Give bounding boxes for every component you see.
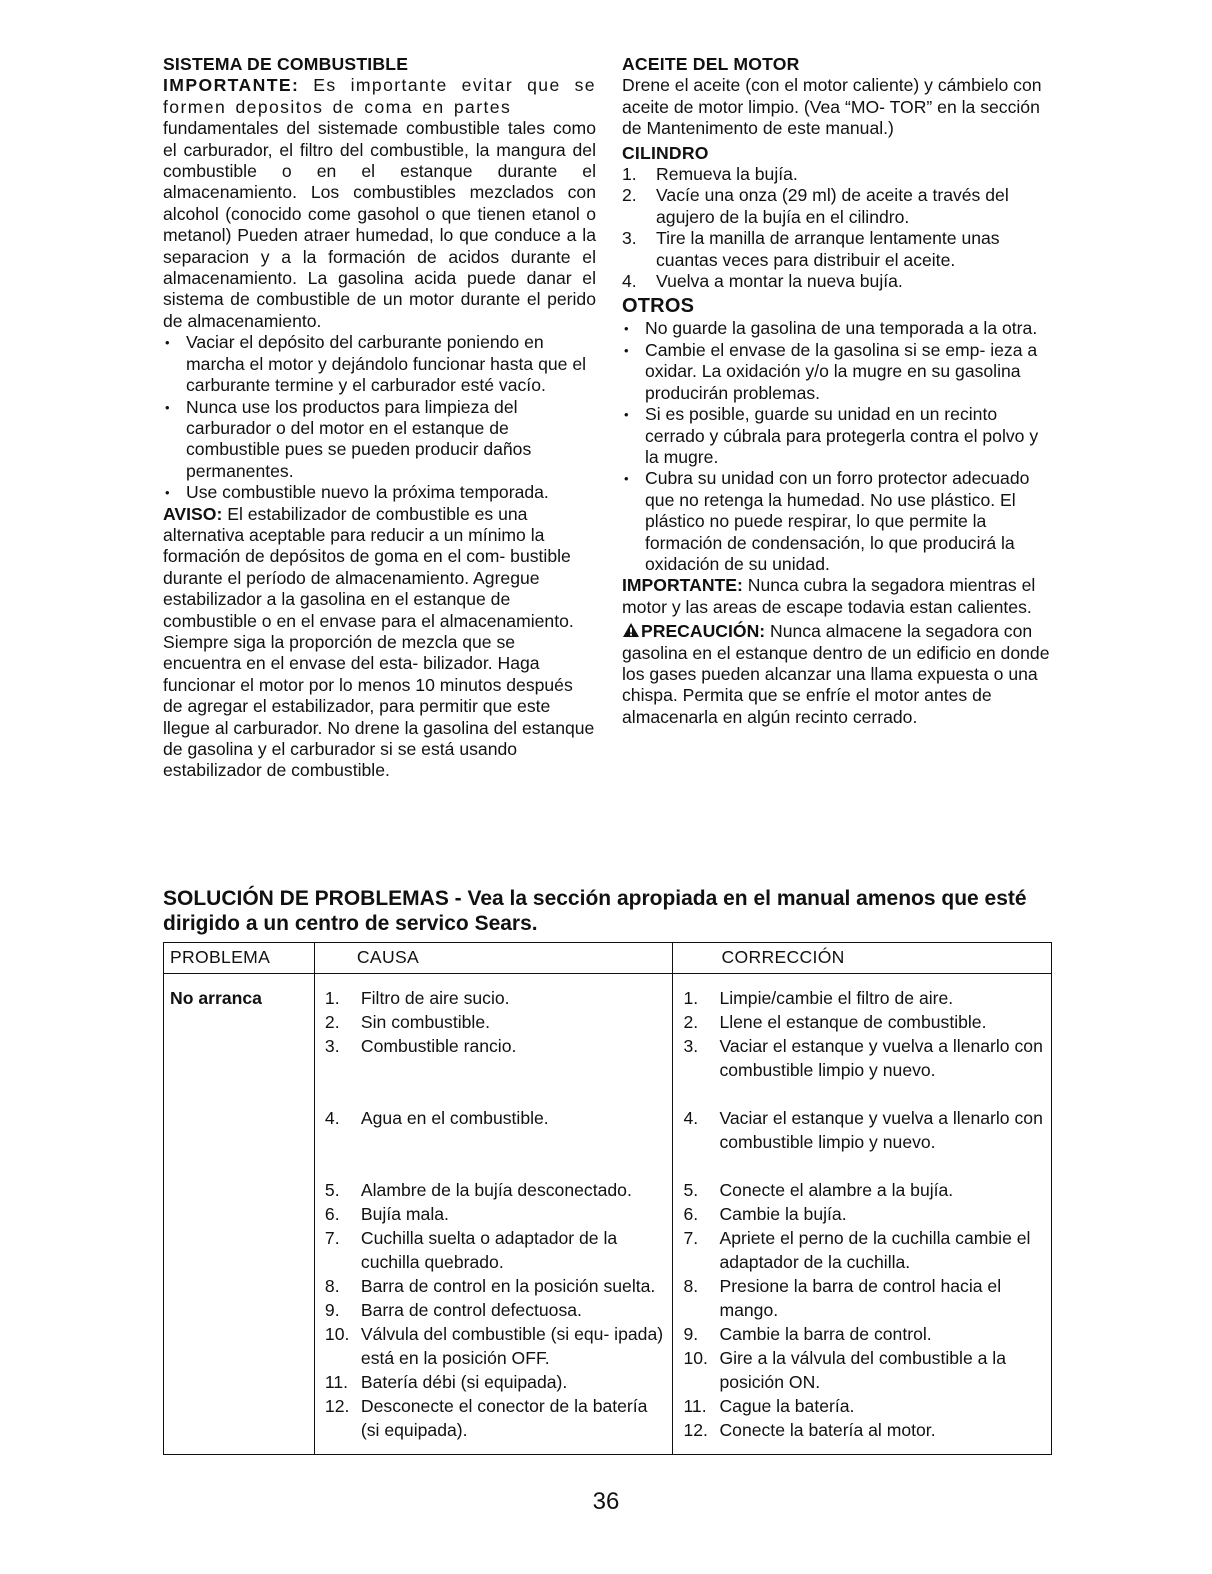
step-text: Remueva la bujía. [656,164,798,185]
left-column [163,54,596,782]
item-number: 3. [683,1036,699,1056]
list-item: • Si es posible, guarde su unidad en un recinto cerrado y cúbrala para protegerla contra el polvo y la mugre. [622,404,1054,468]
item-number: 4. [324,1108,340,1128]
item-number: 12. [683,1420,708,1440]
list-item [683,1202,1045,1226]
item-number: 9. [683,1324,699,1344]
fuel-system-notice [163,504,596,782]
corrections-cell [673,974,1052,1455]
item-text: Cuchilla suelta o adaptador de la cuchilla quebrado. [360,1228,618,1272]
troubleshooting-table [163,942,1052,1455]
item-text: Desconecte el conector de la batería (si equipada). [360,1396,648,1440]
item-text: Barra de control defectuosa. [360,1300,582,1320]
list-item [325,1322,667,1370]
item-text: Barra de control en la posición suelta. [360,1276,656,1296]
item-text: Combustible rancio. [360,1036,517,1056]
table-header-row [164,943,1052,974]
item-number: 7. [324,1228,340,1248]
table-row [164,974,1052,1455]
list-item [683,1394,1045,1418]
list-item [325,1298,667,1322]
item-number: 5. [324,1180,340,1200]
item-text: Batería débi (si equipada). [360,1372,568,1392]
item-text: Conecte el alambre a la bujía. [719,1180,954,1200]
causes-list [325,986,667,1442]
item-text: Cambie la bujía. [719,1204,847,1224]
fuel-system-important-wide [163,75,596,118]
list-item: • Vaciar el depósito del carburante poniendo en marcha el motor y dejándolo funcionar hasta que el carburante termine y el carburador esté vacío. [163,332,596,396]
page-number: 36 [592,1488,620,1515]
cylinder-steps [622,164,1054,292]
item-number: 6. [324,1204,340,1224]
item-number: 1. [683,988,699,1008]
problem-cell: No arranca [164,974,315,1455]
engine-oil-heading: ACEITE DEL MOTOR [622,54,800,74]
others-bullets [622,318,1054,575]
item-text: Limpie/cambie el filtro de aire. [719,988,954,1008]
item-number: 10. [324,1324,350,1344]
important-text-wide: Es importante evitar que se formen depositos de coma en partes [163,75,596,117]
list-item [325,1370,667,1394]
item-number: 3. [324,1036,340,1056]
engine-oil-text: Drene el aceite (con el motor caliente) y cámbielo con aceite de motor limpio. (Vea “MO- TOR” en la sección de Mantenimento de este manual.) [622,75,1042,139]
troubleshooting-title: SOLUCIÓN DE PROBLEMAS - Vea la sección apropiada en el manual amenos que esté dirigido a un centro de servico Sears. [163,887,1027,935]
list-item [622,271,1054,292]
item-text: Conecte la batería al motor. [719,1420,936,1440]
item-number: 2. [324,1012,340,1032]
list-item [622,228,1054,271]
notice-label: AVISO: [163,503,223,524]
item-text: Presione la barra de control hacia el mango. [719,1276,1002,1320]
causes-cell [314,974,673,1455]
item-number: 11. [324,1372,349,1392]
notice-text: El estabilizador de combustible es una alternativa aceptable para reducir a un mínimo la formación de depósitos de goma en el com- bustible durante el período de almacenamiento. Agregue estabilizador a la gasolina en el estanque de combustible o en el envase para el almacenamiento. Siempre siga la proporción de mezcla que se encuentra en el envase del esta- bilizador. Haga funcionar el motor por lo menos 10 minutos después de agregar el estabilizador, para permitir que este llegue al carburador. No drene la gasolina del estanque de gasolina y el carburador si se está usando estabilizador de combustible. [163,503,595,781]
caution-text: Nunca almacene la segadora con gasolina en el estanque dentro de un edificio en donde los gases pueden alcanzar una llama expuesta o una chispa. Permita que se enfríe el motor antes de almacenarla en algún recinto cerrado. [622,621,1050,727]
list-item [325,1202,667,1226]
corrections-list [683,986,1045,1442]
step-number: 4. [622,271,637,292]
item-number: 5. [683,1180,699,1200]
warning-triangle-icon [622,622,640,638]
item-text: Vaciar el estanque y vuelva a llenarlo con combustible limpio y nuevo. [719,1108,1043,1152]
item-text: Alambre de la bujía desconectado. [360,1180,632,1200]
list-item [683,1274,1045,1322]
item-text: Cague la batería. [719,1396,855,1416]
list-item [683,1010,1045,1034]
header-correction: CORRECCIÓN [673,943,1052,974]
item-number: 10. [683,1348,708,1368]
step-text: Vacíe una onza (29 ml) de aceite a través del agujero de la bujía en el cilindro. [656,185,1009,227]
list-item [683,986,1045,1010]
step-number: 2. [622,185,637,206]
step-number: 1. [622,164,637,185]
list-item: • Nunca use los productos para limpieza del carburador o del motor en el estanque de combustible pues se pueden producir daños permanentes. [163,397,596,483]
item-text: Sin combustible. [360,1012,490,1032]
cylinder-heading: CILINDRO [622,142,709,163]
step-text: Vuelva a montar la nueva bujía. [656,271,903,292]
list-item [325,986,667,1010]
list-item [325,1274,667,1298]
list-item [325,1178,667,1202]
list-item: • Cambie el envase de la gasolina si se emp- ieza a oxidar. La oxidación y/o la mugre en su gasolina producirán problemas. [622,340,1054,404]
item-number: 11. [683,1396,707,1416]
list-item [683,1346,1045,1394]
caution-label: PRECAUCIÓN: [641,621,766,642]
list-item: • Use combustible nuevo la próxima temporada. [163,482,596,503]
item-number: 9. [324,1300,340,1320]
step-text: Tire la manilla de arranque lentamente unas cuantas veces para distribuir el aceite. [656,228,1000,270]
list-item: • Cubra su unidad con un forro protector adecuado que no retenga la humedad. No use plástico. El plástico no puede respirar, lo que permite la formación de condensación, lo que producirá la oxidación de su unidad. [622,468,1054,575]
item-text: Bujía mala. [360,1204,449,1224]
item-number: 8. [683,1276,699,1296]
list-item [622,185,1054,228]
list-item [325,1034,667,1106]
list-item [683,1034,1045,1106]
item-text: Filtro de aire sucio. [360,988,510,1008]
list-item [683,1418,1045,1442]
list-item [325,1010,667,1034]
item-number: 12. [324,1396,350,1416]
list-item [325,1106,667,1178]
others-heading: OTROS [622,295,695,318]
item-text: Llene el estanque de combustible. [719,1012,987,1032]
fuel-system-heading: SISTEMA DE COMBUSTIBLE [163,54,409,74]
list-item [683,1106,1045,1178]
list-item [622,164,1054,185]
right-column [622,54,1054,728]
item-text: Apriete el perno de la cuchilla cambie el adaptador de la cuchilla. [719,1228,1031,1272]
item-number: 8. [324,1276,340,1296]
list-item [683,1322,1045,1346]
item-text: Cambie la barra de control. [719,1324,932,1344]
list-item [683,1178,1045,1202]
important-label: IMPORTANTE: [622,575,743,596]
list-item: • No guarde la gasolina de una temporada a la otra. [622,318,1054,339]
important-text: Nunca cubra la segadora mientras el motor y las areas de escape todavia estan calientes. [622,575,1036,617]
important-label: IMPORTANTE: [163,75,300,96]
item-number: 6. [683,1204,699,1224]
item-text: Gire a la válvula del combustible a la posición ON. [719,1348,1006,1392]
item-text: Agua en el combustible. [360,1108,549,1128]
caution-paragraph [622,621,1054,728]
item-text: Vaciar el estanque y vuelva a llenarlo con combustible limpio y nuevo. [719,1036,1043,1080]
header-problem: PROBLEMA [164,943,315,974]
list-item [325,1226,667,1274]
header-cause: CAUSA [314,943,673,974]
others-important [622,575,1054,618]
list-item [683,1226,1045,1274]
list-item [325,1394,667,1442]
fuel-system-important-text: fundamentales del sistemade combustible tales como el carburador, el filtro del combustible, la mangura del combustible o en el estanque durante el almacenamiento. Los combustibles mezclados con alcohol (conocido come gasohol o que tienen etanol o metanol) Pueden atraer humedad, lo que conduce a la separacion y a la formación de acidos durante el almacenamiento. La gasolina acida puede danar el sistema de combustible de un motor durante el perido de almacenamiento. [163,118,596,331]
step-number: 3. [622,228,637,249]
item-number: 2. [683,1012,699,1032]
item-number: 7. [683,1228,699,1248]
item-number: 4. [683,1108,699,1128]
fuel-system-bullets [163,332,596,503]
item-number: 1. [324,988,340,1008]
item-text: Válvula del combustible (si equ- ipada) está en la posición OFF. [360,1324,664,1368]
